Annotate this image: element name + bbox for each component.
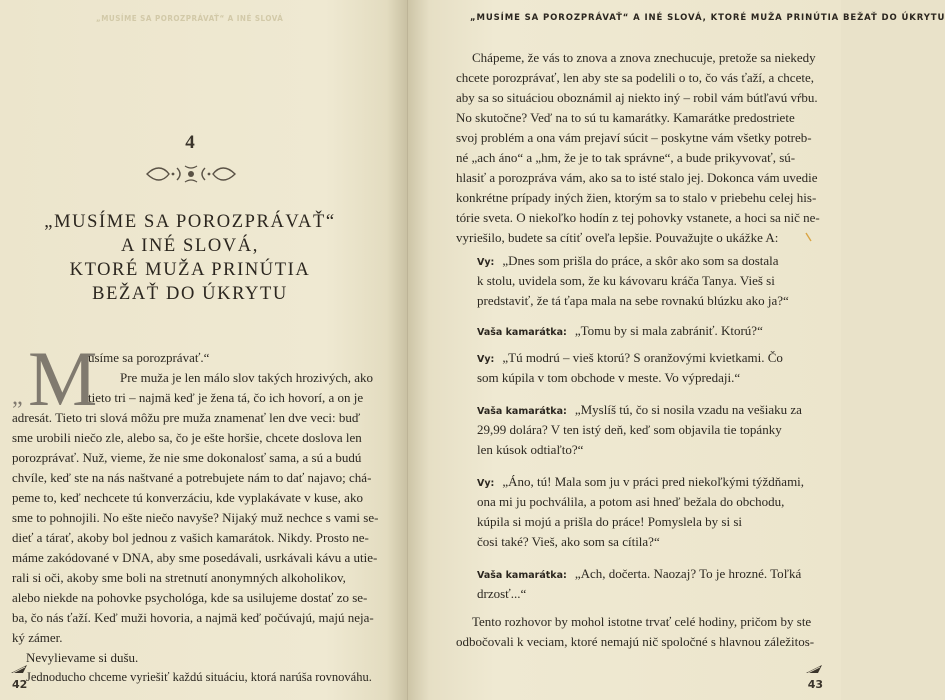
drop-cap: M	[28, 335, 98, 422]
publisher-logo-icon	[10, 664, 28, 674]
running-head: „MUSÍME SA POROZPRÁVAŤ“ A INÉ SLOVÁ, KTORÉ MUŽA PRINÚTIA BEŽAŤ DO ÚKRYTU	[470, 13, 945, 23]
intro-line: né „ach áno“ a „hm, že je to tak správne“, a bude prikyvovať, sú-	[456, 150, 796, 165]
dialogue-line: „Ach, dočerta. Naozaj? To je hrozné. Toľká	[574, 566, 802, 581]
page-number-right: 43	[807, 678, 823, 691]
dialogue-turn	[477, 402, 802, 418]
pen-mark-icon	[805, 232, 813, 242]
speaker-label: Vaša kamarátka:	[477, 570, 567, 581]
chapter-title-line: BEŽAŤ DO ÚKRYTU	[92, 284, 288, 304]
body-line: alebo niekde na pohovke psychológa, kde sa usilujeme dostať zo se-	[12, 590, 368, 605]
speaker-label: Vaša kamarátka:	[477, 406, 567, 417]
body-line: ký zámer.	[12, 630, 63, 645]
dialogue-line: 29,99 dolára? V ten istý deň, keď som objavila tie topánky	[477, 422, 782, 437]
dialogue-line: len kúsok odtiaľto?“	[477, 442, 584, 457]
dialogue-line: „Tú modrú – vieš ktorú? S oranžovými kvietkami. Čo	[502, 350, 783, 365]
dialogue-line: „Dnes som prišla do práce, a skôr ako som sa dostala	[502, 253, 779, 268]
faded-header-bleedthrough: „MUSÍME SA POROZPRÁVAŤ“ A INÉ SLOVÁ	[96, 14, 284, 23]
body-line: Jednoducho chceme vyriešiť každú situáciu, ktorá narúša rovnováhu.	[26, 670, 372, 684]
body-line: sme to pohnojili. No ešte niečo navyše? Nijaký muž nechce s vami se-	[12, 510, 379, 525]
right-page	[408, 0, 945, 700]
closing-line: Tento rozhovor by mohol istotne trvať celé hodiny, pričom by ste	[472, 614, 812, 629]
dialogue-line: k stolu, uvidela som, že ku kávovaru kráča Tanya. Vieš si	[477, 273, 775, 288]
dialogue-line: predstaviť, že tá ťapa mala na sebe rovnakú blúzku ako ja?“	[477, 293, 789, 308]
chapter-title-line: KTORÉ MUŽA PRINÚTIA	[69, 260, 311, 280]
speaker-label: Vaša kamarátka:	[477, 327, 567, 338]
intro-line: vyriešilo, budete sa cítiť oveľa lepšie. Pouvažujte o ukážke A:	[456, 230, 779, 245]
intro-line: No skutočne? Veď na to sú tu kamarátky. Kamarátke predostriete	[456, 110, 795, 125]
left-page	[0, 0, 408, 700]
dialogue-line: „Tomu by si mala zabrániť. Ktorú?“	[574, 323, 763, 338]
body-line: adresát. Tieto tri slová môžu pre muža znamenať len dve veci: buď	[12, 410, 361, 425]
intro-line: konkrétne prípady iných žien, ktorým sa to stalo v priebehu celej his-	[456, 190, 817, 205]
body-line: sme urobili niečo zle, alebo sa, čo je ešte horšie, chcete doslova len	[12, 430, 362, 445]
dialogue-turn	[477, 566, 801, 582]
body-line: ba, čo nás ťaží. Keď muži hovoria, a najmä keď počúvajú, majú neja-	[12, 610, 374, 625]
dialogue-turn	[477, 350, 783, 366]
body-line: Pre muža je len málo slov takých hrozivých, ako	[120, 370, 374, 385]
chapter-title-line: A INÉ SLOVÁ,	[121, 236, 259, 256]
dialogue-line: ona mi ju pochválila, a potom asi hneď bežala do obchodu,	[477, 494, 785, 509]
body-line: Nevylievame si dušu.	[26, 650, 139, 665]
intro-line: svoj problém a ona vám prejaví súcit – poskytne vám všetky potreb-	[456, 130, 812, 145]
dialogue-line: drzosť...“	[477, 586, 527, 601]
body-line: rali si oči, akoby sme boli na stretnutí anonymných alkoholikov,	[12, 570, 346, 585]
speaker-label: Vy:	[477, 257, 495, 268]
intro-line: aby sa so situáciou oboznámil aj niekto iný – robil vám bútľavú vŕbu.	[456, 90, 818, 105]
dialogue-line: kúpila si mojú a prišla do práce! Pomyslela by si si	[477, 514, 743, 529]
ornament-icon	[143, 160, 239, 188]
intro-line: hlasiť a porozpráva vám, ako sa to isté stalo jej. Dokonca vám uvedie	[456, 170, 818, 185]
chapter-title-line: „MUSÍME SA POROZPRÁVAŤ“	[44, 212, 336, 232]
body-line: dieť a tárať, akoby bol jednou z vašich kamarátok. Nikdy. Prosto ne-	[12, 530, 369, 545]
dialogue-line: „Áno, tú! Mala som ju v práci pred niekoľkými týždňami,	[502, 474, 805, 489]
body-line: porozprávať. Nuž, vieme, že nie sme dokonalosť sama, a sú a budú	[12, 450, 362, 465]
body-line: peme to, keď nechcete tú konverzáciu, kde vyplakávate v kuse, ako	[12, 490, 363, 505]
chapter-title	[30, 210, 350, 306]
dialogue-turn	[477, 253, 779, 269]
intro-line: tórie sveta. O niekoľko hodín z tej pohovky vstanete, a hoci sa nič ne-	[456, 210, 820, 225]
page-number-left: 42	[12, 678, 28, 691]
dialogue-turn	[477, 323, 763, 339]
speaker-label: Vy:	[477, 478, 495, 489]
speaker-label: Vy:	[477, 354, 495, 365]
dialogue-line: som kúpila v tom obchode v meste. Vo výpredaji.“	[477, 370, 741, 385]
body-line: usíme sa porozprávať.“	[88, 350, 210, 365]
body-line: tieto tri – najmä keď je žena tá, čo ich hovorí, a on je	[88, 390, 364, 405]
publisher-logo-icon	[805, 664, 823, 674]
intro-line: chcete porozprávať, len aby ste sa podelili o to, čo vás ťaží, a chcete,	[456, 70, 814, 85]
body-line: chvíle, keď ste na nás naštvané a potrebujete nám to dať najavo; chá-	[12, 470, 372, 485]
dialogue-turn	[477, 474, 804, 490]
closing-line: odbočovali k veciam, ktoré nemajú nič spoločné s hlavnou záležitos-	[456, 634, 815, 649]
drop-cap-quote: „	[12, 384, 23, 410]
chapter-number: 4	[185, 132, 195, 153]
intro-line: Chápeme, že vás to znova a znova znechucuje, pretože sa niekedy	[472, 50, 816, 65]
dialogue-line: „Myslíš tú, čo si nosila vzadu na vešiaku za	[574, 402, 802, 417]
dialogue-line: čosi také? Vieš, ako som sa cítila?“	[477, 534, 660, 549]
body-line: máme zakódované v DNA, aby sme posedávali, usrkávali kávu a utie-	[12, 550, 378, 565]
